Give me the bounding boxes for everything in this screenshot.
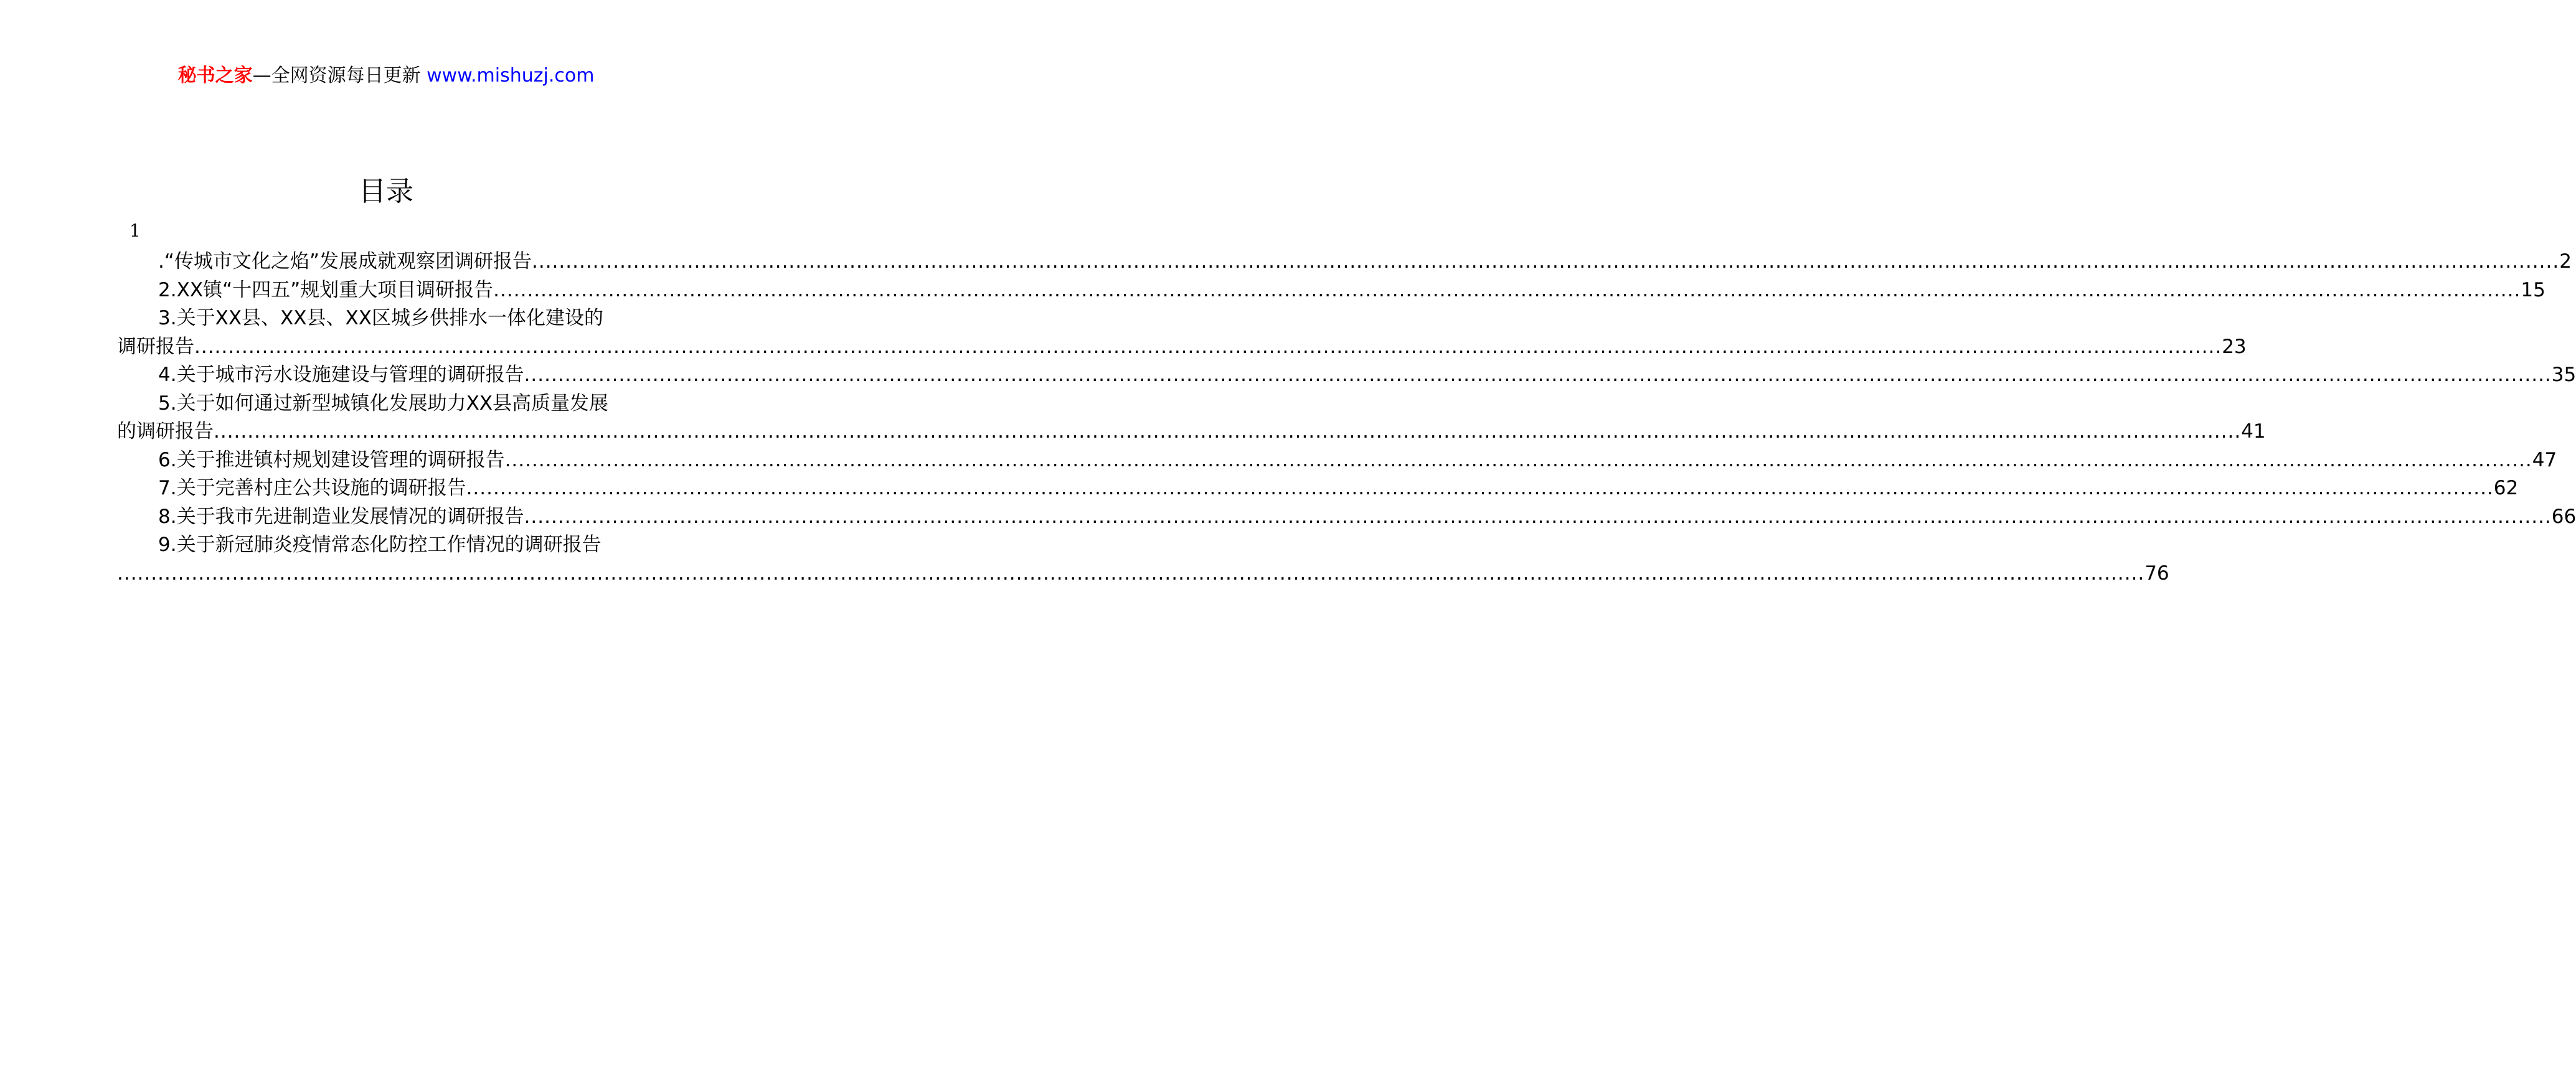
- toc-entry[interactable]: [117, 304, 2247, 361]
- toc-entry[interactable]: [117, 531, 2169, 588]
- toc-entry-title: 4.关于城市污水设施建设与管理的调研报告: [158, 364, 524, 386]
- toc-line: [117, 503, 2576, 532]
- header-slogan: —全网资源每日更新: [252, 65, 421, 87]
- toc-line: [117, 361, 2576, 390]
- toc-line: [117, 248, 2572, 276]
- toc-line: [117, 304, 653, 333]
- toc-page-number: 15: [2521, 278, 2545, 301]
- dot-leader: ............................................................................................................................................................................................................................................................................................................: [493, 278, 2521, 301]
- toc-entry[interactable]: [117, 390, 2266, 446]
- toc-page-number: 47: [2532, 448, 2557, 471]
- toc-page-number: 66: [2551, 505, 2576, 528]
- toc-line: [117, 418, 2266, 446]
- dot-leader: ............................................................................................................................................................................................................................................................................................................: [117, 562, 2145, 585]
- page-number: 1: [130, 220, 141, 241]
- toc-page-number: 35: [2551, 364, 2576, 386]
- dot-leader: ............................................................................................................................................................................................................................................................................................................: [214, 420, 2242, 443]
- toc-page-number: 23: [2222, 335, 2247, 358]
- toc-page-number: 2: [2559, 250, 2572, 273]
- toc-line: [117, 276, 2545, 305]
- toc-page-number: 41: [2241, 420, 2266, 443]
- toc-line: [117, 531, 653, 560]
- toc-entry-title: .“传城市文化之焰”发展成就观察团调研报告: [158, 250, 532, 273]
- page-header: [0, 64, 772, 88]
- dot-leader: ............................................................................................................................................................................................................................................................................................................: [194, 335, 2222, 358]
- toc-entry-title: 9.关于新冠肺炎疫情常态化防控工作情况的调研报告: [158, 534, 602, 556]
- dot-leader: ............................................................................................................................................................................................................................................................................................................: [524, 505, 2552, 528]
- page-title: 目录: [359, 176, 413, 207]
- toc-page-number: 62: [2493, 477, 2519, 499]
- website-link[interactable]: www.mishuzj.com: [427, 65, 595, 87]
- toc-entry-title: 调研报告: [117, 335, 194, 358]
- toc-entry[interactable]: [117, 474, 2519, 503]
- dot-leader: ............................................................................................................................................................................................................................................................................................................: [504, 448, 2532, 471]
- toc-entry[interactable]: [117, 446, 2557, 475]
- toc-entry-title: 6.关于推进镇村规划建设管理的调研报告: [158, 448, 505, 471]
- dot-leader: ............................................................................................................................................................................................................................................................................................................: [466, 477, 2494, 499]
- toc-line: [117, 390, 653, 418]
- dot-leader: ............................................................................................................................................................................................................................................................................................................: [524, 364, 2552, 386]
- toc-entry[interactable]: [117, 276, 2545, 305]
- toc-entry-title: 7.关于完善村庄公共设施的调研报告: [158, 477, 466, 499]
- toc-line: [117, 560, 2169, 588]
- toc-entry-title: 3.关于XX县、XX县、XX区城乡供排水一体化建设的: [158, 307, 603, 329]
- toc-entry-title: 的调研报告: [117, 420, 214, 443]
- toc-entry-title: 8.关于我市先进制造业发展情况的调研报告: [158, 505, 524, 528]
- toc-entry[interactable]: [117, 248, 2572, 276]
- toc-entry[interactable]: [117, 503, 2576, 532]
- dot-leader: ............................................................................................................................................................................................................................................................................................................: [531, 250, 2560, 273]
- toc-line: [117, 333, 2247, 362]
- toc-line: [117, 446, 2557, 475]
- toc-entry-title: 2.XX镇“十四五”规划重大项目调研报告: [158, 278, 494, 301]
- toc-entry-title: 5.关于如何通过新型城镇化发展助力XX县高质量发展: [158, 392, 609, 415]
- toc-entry[interactable]: [117, 361, 2576, 390]
- toc-page-number: 76: [2144, 562, 2169, 585]
- table-of-contents: [117, 248, 2576, 588]
- brand-name: 秘书之家: [177, 65, 253, 87]
- toc-line: [117, 474, 2519, 503]
